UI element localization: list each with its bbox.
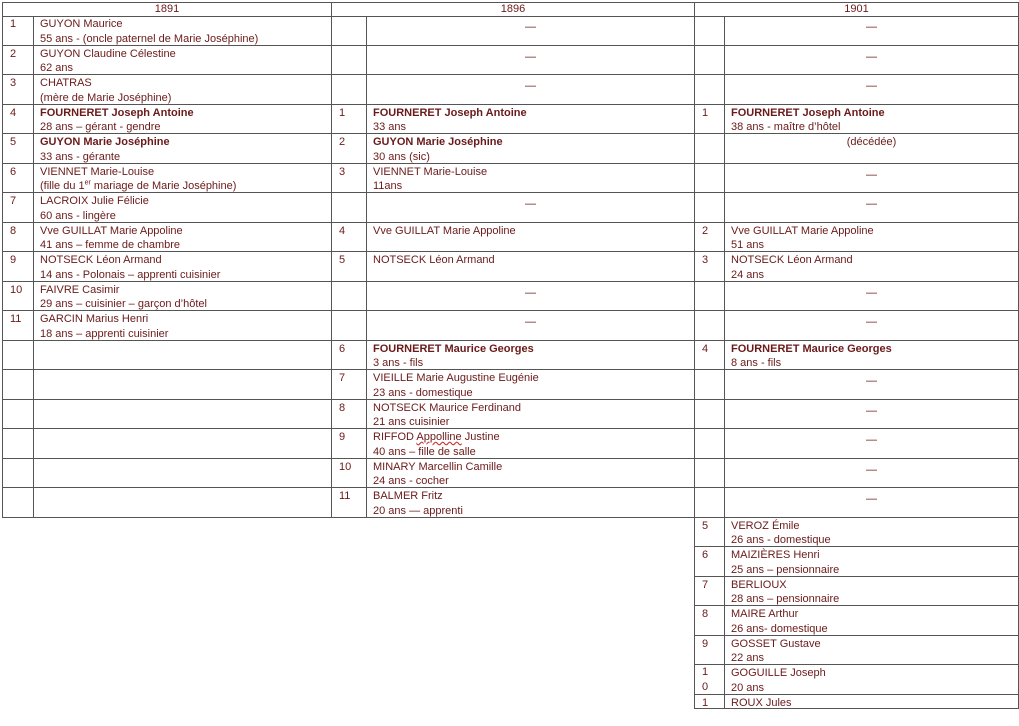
person-details: 28 ans – gérant - gendre [40,121,161,134]
row-number-cell [331,46,367,76]
person-details: 20 ans [731,681,765,694]
entry-cell [366,193,695,223]
column-header-1901: 1901 [694,2,1019,17]
row-number-cell [694,665,725,695]
row-number-cell [331,193,367,223]
row-number: 9 [339,431,346,443]
row-number-cell [694,164,725,194]
person-details: 23 ans - domestique [373,386,473,399]
row-number-cell [2,429,34,459]
person-details: 26 ans- domestique [731,622,828,635]
empty-dash: — [866,404,877,417]
person-details: 21 ans cuisinier [373,416,450,429]
row-number: 3 [10,77,17,89]
person-details: 26 ans - domestique [731,534,831,547]
person-details: 24 ans [731,268,765,281]
entry-cell [724,459,1019,489]
entry-cell [33,223,332,253]
empty-dash: — [525,50,536,63]
entry-cell [724,16,1019,46]
entry-cell [366,134,695,164]
row-number: 5 [339,254,346,266]
name-part: Justine [461,431,500,443]
person-details: 11ans [373,180,403,193]
row-number-cell [331,16,367,46]
entry-cell [724,665,1019,695]
empty-dash: — [525,286,536,299]
entry-cell [366,16,695,46]
name-part-underlined: Appolline [416,431,462,443]
person-name: NOTSECK Léon Armand [373,254,495,266]
row-number-cell [331,282,367,312]
person-name [373,430,694,445]
row-number: 10 [339,460,352,473]
table-row [2,75,1019,105]
entry-cell [33,75,332,105]
person-name: GUYON Marie Joséphine [373,136,503,148]
row-number-cell [694,311,725,341]
empty-dash: — [866,21,877,33]
person-name: GOSSET Gustave [731,637,821,650]
row-number-cell [694,518,725,548]
row-number-cell [694,75,725,105]
row-number: 6 [339,342,346,355]
person-name: Vve GUILLAT Marie Appoline [40,224,183,237]
entry-cell [724,488,1019,518]
row-number-cell [2,400,34,430]
person-details: 51 ans [731,239,765,252]
entry-cell [366,223,695,253]
entry-cell [366,105,695,135]
person-details: 60 ans - lingère [40,209,116,222]
table-row [2,488,1019,518]
person-name: VIENNET Marie-Louise [40,165,155,178]
row-number: 4 [702,342,709,355]
entry-cell [724,518,1019,548]
entry-cell [724,311,1019,341]
entry-cell [33,282,332,312]
person-details: 18 ans – apprenti cuisinier [40,327,169,340]
table-row [2,282,1019,312]
row-number: 5 [702,519,709,532]
row-number-cell [2,459,34,489]
empty-dash: — [866,316,877,328]
table-row [2,341,1019,371]
entry-cell [366,459,695,489]
row-number-cell [2,75,34,105]
person-name: FOURNERET Maurice Georges [731,342,892,355]
row-number: 1 [339,106,346,119]
person-name: Vve GUILLAT Marie Appoline [731,224,874,237]
superscript: er [84,179,91,187]
entry-cell [366,400,695,430]
empty-dash: — [866,434,877,446]
table-row [2,311,1019,341]
entry-cell [33,400,332,430]
entry-cell [724,193,1019,223]
person-details: 55 ans - (oncle paternel de Marie Joséphine) [40,32,259,45]
entry-cell [724,636,1019,666]
entry-cell [724,341,1019,371]
empty-dash: — [866,80,877,92]
person-details: 8 ans - fils [731,357,782,370]
entry-cell [33,370,332,400]
row-number-cell [694,193,725,223]
row-number: 1 [702,106,709,119]
person-name: NOTSECK Léon Armand [731,254,853,266]
entry-cell [33,488,332,518]
person-details: 33 ans [373,121,407,134]
entry-cell [33,16,332,46]
row-number-cell [2,134,34,164]
person-details: 38 ans - maître d’hôtel [731,121,841,134]
table-row [2,105,1019,135]
details-part: mariage de Marie Joséphine) [90,180,237,193]
person-details [40,179,331,193]
row-number-cell [331,75,367,105]
empty-dash: — [525,80,536,92]
table-row-1901-only [2,695,1019,709]
entry-cell [724,400,1019,430]
entry-cell [724,75,1019,105]
row-number: 3 [702,254,709,266]
row-number: 11 [339,490,351,502]
person-name: LACROIX Julie Félicie [40,195,149,207]
row-number: 2 [10,47,17,60]
person-name: FOURNERET Joseph Antoine [40,106,194,119]
details-part: (fille du 1 [40,180,85,193]
row-number: 1 [10,18,17,30]
person-details: 29 ans – cuisinier – garçon d’hôtel [40,298,207,311]
row-number: 9 [10,254,17,266]
row-number-cell [331,341,367,371]
row-number-cell [694,400,725,430]
table-row [2,164,1019,194]
row-number-cell [2,193,34,223]
table-row [2,429,1019,459]
entry-cell [33,459,332,489]
row-number-continued: 0 [702,681,709,693]
person-name: Vve GUILLAT Marie Appoline [373,224,516,237]
row-number: 6 [10,165,17,178]
row-number-cell [2,105,34,135]
person-name: GARCIN Marius Henri [40,313,149,325]
row-number-cell [331,400,367,430]
row-number-cell [2,341,34,371]
entry-cell [724,46,1019,76]
entry-cell [724,370,1019,400]
entry-cell [724,429,1019,459]
table-row-1901-only [2,636,1019,666]
row-number: 10 [10,283,23,296]
entry-cell [366,311,695,341]
row-number: 1 [702,696,709,709]
row-number-cell [694,488,725,518]
entry-cell [724,577,1019,607]
empty-dash: — [525,21,536,33]
row-number-cell [2,46,34,76]
row-number-cell [2,488,34,518]
entry-cell [33,341,332,371]
row-number-cell [331,252,367,282]
empty-dash: — [866,50,877,63]
row-number-cell [2,164,34,194]
person-name: ROUX Jules [731,696,792,709]
row-number: 7 [339,372,346,384]
row-number-cell [694,282,725,312]
row-number-cell [694,223,725,253]
entry-cell [724,164,1019,194]
row-number: 8 [10,224,17,237]
row-number-cell [694,252,725,282]
table-row-1901-only [2,577,1019,607]
person-details: (mère de Marie Joséphine) [40,91,172,104]
person-name: VIENNET Marie-Louise [373,165,488,178]
empty-dash: — [866,168,877,181]
table-row-1901-only [2,547,1019,577]
row-number: 2 [702,224,709,237]
entry-cell [366,46,695,76]
person-details: 24 ans - cocher [373,475,449,488]
person-name: FOURNERET Maurice Georges [373,342,534,355]
table-row [2,223,1019,253]
person-name: GOGUILLE Joseph [731,667,826,679]
empty-dash: — [866,286,877,299]
entry-cell [366,370,695,400]
entry-cell [366,164,695,194]
table-row [2,252,1019,282]
person-name: CHATRAS [40,77,92,89]
column-header-1891: 1891 [2,2,332,17]
row-number-cell [331,459,367,489]
person-name: VIEILLE Marie Augustine Eugénie [373,372,539,384]
table-row [2,370,1019,400]
entry-cell [724,223,1019,253]
row-number-cell [331,370,367,400]
row-number: 11 [10,313,22,325]
person-name: GUYON Maurice [40,18,123,30]
row-number-cell [694,429,725,459]
entry-cell [724,105,1019,135]
person-details: 30 ans (sic) [373,150,430,163]
entry-cell [724,695,1019,709]
row-number-cell [694,577,725,607]
person-details: 22 ans [731,652,765,665]
person-details: 20 ans — apprenti [373,504,463,517]
entry-cell [366,252,695,282]
row-number-cell [2,282,34,312]
entry-cell [724,606,1019,636]
row-number-cell [2,223,34,253]
row-number: 8 [702,608,709,620]
empty-dash: — [866,375,877,387]
row-number: 2 [339,136,346,148]
row-number-cell [694,105,725,135]
person-details: 40 ans – fille de salle [373,445,476,458]
row-number: 5 [10,136,17,148]
row-number-cell [694,16,725,46]
entry-cell [366,282,695,312]
person-name: MAIZIÈRES Henri [731,549,820,561]
column-header-1896: 1896 [331,2,695,17]
row-number-cell [694,606,725,636]
row-number: 1 [702,666,709,678]
entry-cell [33,105,332,135]
entry-cell [366,75,695,105]
person-name: GUYON Marie Joséphine [40,136,170,148]
row-number: 9 [702,637,709,650]
entry-cell [33,429,332,459]
row-number: 8 [339,401,346,414]
person-details: 28 ans – pensionnaire [731,593,840,606]
entry-cell [724,547,1019,577]
entry-cell [724,134,1019,164]
entry-cell [724,282,1019,312]
row-number-cell [694,695,725,709]
entry-cell [724,252,1019,282]
row-number: 7 [702,578,709,591]
entry-cell [366,488,695,518]
row-number-cell [694,341,725,371]
table-row [2,459,1019,489]
empty-dash: — [525,198,536,210]
entry-cell [33,311,332,341]
row-number-cell [331,164,367,194]
person-name: MAIRE Arthur [731,608,799,620]
table-row-1901-only [2,606,1019,636]
empty-dash: — [525,316,536,328]
row-number-cell [331,488,367,518]
entry-cell [366,429,695,459]
person-details: 14 ans - Polonais – apprenti cuisinier [40,268,221,281]
entry-cell [33,134,332,164]
row-number: 7 [10,195,17,207]
row-number: 4 [10,106,17,119]
row-number-cell [694,134,725,164]
person-name: FAIVRE Casimir [40,283,120,296]
table-row [2,134,1019,164]
table-row-1901-only [2,518,1019,548]
entry-cell [33,46,332,76]
row-number-cell [331,429,367,459]
row-number-cell [694,46,725,76]
row-number-cell [331,105,367,135]
person-name: MINARY Marcellin Camille [373,460,503,473]
table-row-1901-only [2,665,1019,695]
table-row [2,46,1019,76]
table-row [2,400,1019,430]
row-number-cell [694,547,725,577]
entry-cell [33,252,332,282]
row-number-cell [694,459,725,489]
person-name: BALMER Fritz [373,490,443,502]
row-number-cell [2,16,34,46]
person-name: VEROZ Émile [731,519,800,532]
person-details: 62 ans [40,62,74,75]
row-number-cell [2,311,34,341]
name-part: RIFFOD [373,431,417,443]
person-details: 3 ans - fils [373,357,424,370]
entry-cell [33,193,332,223]
person-name: GUYON Claudine Célestine [40,47,176,60]
row-number: 6 [702,549,709,561]
note-text: (décédée) [846,136,897,148]
row-number-cell [331,134,367,164]
person-details: 25 ans – pensionnaire [731,563,840,576]
person-name: FOURNERET Joseph Antoine [373,106,527,119]
row-number-cell [331,223,367,253]
empty-dash: — [866,463,877,476]
person-name: NOTSECK Léon Armand [40,254,162,266]
row-number-cell [2,252,34,282]
row-number-cell [694,370,725,400]
row-number-cell [694,636,725,666]
person-name: FOURNERET Joseph Antoine [731,106,885,119]
table-row [2,16,1019,46]
table-row [2,193,1019,223]
row-number-cell [2,370,34,400]
entry-cell [366,341,695,371]
person-name: BERLIOUX [731,578,787,591]
person-details: 41 ans – femme de chambre [40,239,181,252]
entry-cell [33,164,332,194]
empty-dash: — [866,198,877,210]
empty-dash: — [866,493,877,505]
row-number: 3 [339,165,346,178]
person-details: 33 ans - gérante [40,150,121,163]
person-name: NOTSECK Maurice Ferdinand [373,401,521,414]
row-number-cell [331,311,367,341]
row-number: 4 [339,224,346,237]
